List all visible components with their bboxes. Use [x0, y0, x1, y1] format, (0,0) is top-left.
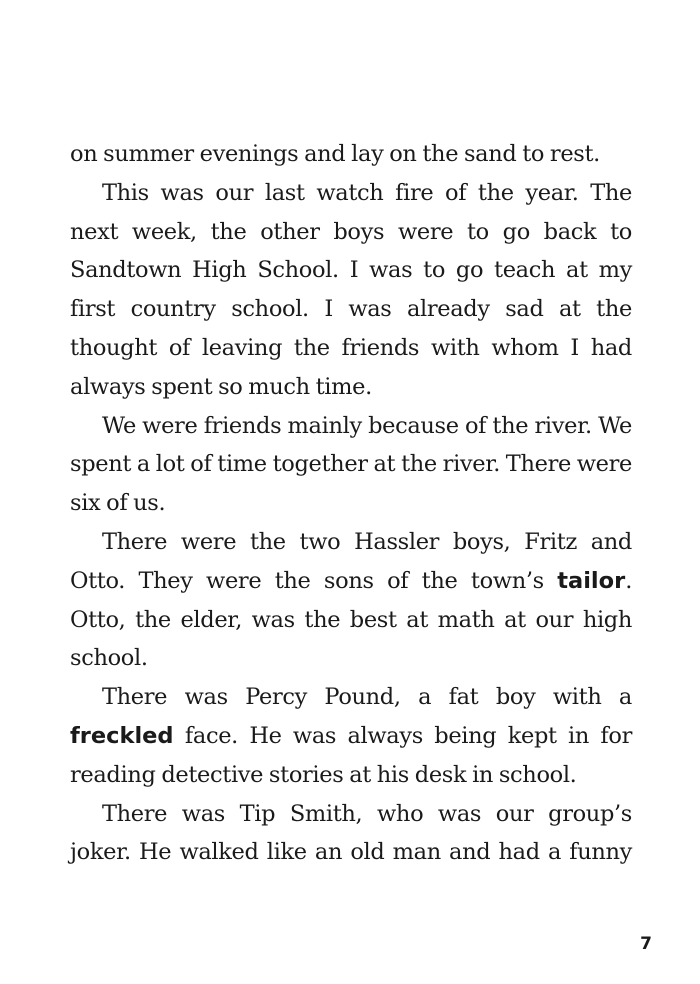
paragraph-watch-fire: This was our last watch fire of the year. The next week, the other boys were to go back to Sandtown High School. I was to go teach at my first country school. I was already sad at the thought of leaving the friends with whom I had always spent so much time. [70, 179, 632, 400]
vocabulary-word-tailor: tailor [557, 567, 626, 594]
paragraph-friends-river: We were friends mainly because of the river. We spent a lot of time together at the river. There were six of us. [70, 412, 632, 517]
paragraph-percy-pound [70, 678, 632, 794]
body-text [70, 135, 632, 872]
paragraph-text-segment: face. He was always being kept in for reading detective stories at his desk in school. [70, 722, 632, 788]
vocabulary-word-freckled: freckled [70, 722, 174, 749]
paragraph-hassler-boys [70, 523, 632, 678]
paragraph-text-segment: There were the two Hassler boys, Fritz and Otto. They were the sons of the town’s [70, 528, 632, 594]
paragraph-text-segment: There was Percy Pound, a fat boy with a [102, 684, 632, 711]
paragraph-text-segment: . Otto, the elder, was the best at math at our high school. [70, 567, 632, 672]
paragraph-continuation: on summer evenings and lay on the sand to rest. [70, 141, 600, 167]
paragraph-tip-smith: There was Tip Smith, who was our group’s joker. He walked like an old man and had a funny [70, 800, 632, 866]
page-number: 7 [640, 934, 652, 954]
